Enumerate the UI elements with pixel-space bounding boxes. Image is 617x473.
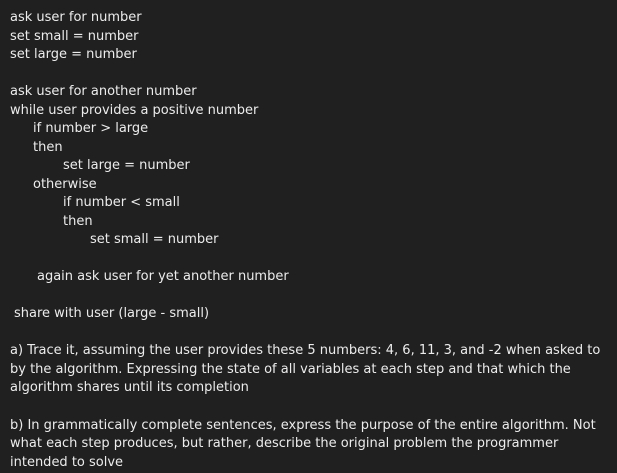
algorithm-line-ask-another: ask user for another number — [10, 84, 197, 99]
question-b: b) In grammatically complete sentences, express the purpose of the entire algorithm. Not what each step produces, but rather, describe the original problem the programmer intended to solve — [10, 417, 596, 471]
blank-line — [0, 324, 617, 343]
algorithm-line-ask-again: again ask user for yet another number — [37, 269, 289, 284]
blank-line — [0, 398, 617, 417]
blank-line — [0, 65, 617, 84]
algorithm-line-if-less: if number < small — [63, 195, 180, 210]
algorithm-line-set-small: set small = number — [10, 28, 139, 44]
algorithm-line-update-large: set large = number — [63, 158, 190, 173]
algorithm-line-if-greater: if number > large — [33, 121, 149, 136]
question-a: a) Trace it, assuming the user provides these 5 numbers: 4, 6, 11, 3, and -2 when asked to by the algorithm. Expressing the state of all variables at each step and that which the algorithm shares until its completion — [10, 343, 601, 396]
blank-line — [0, 250, 617, 269]
algorithm-line-share: share with user (large - small) — [14, 306, 210, 321]
algorithm-line-update-small: set small = number — [90, 232, 219, 247]
algorithm-line-set-large: set large = number — [10, 47, 137, 62]
blank-line — [0, 287, 617, 306]
algorithm-line-then-2: then — [63, 213, 93, 229]
algorithm-line-then-1: then — [33, 139, 63, 155]
algorithm-line-ask-number: ask user for number — [10, 10, 142, 25]
algorithm-line-while: while user provides a positive number — [10, 102, 259, 118]
algorithm-line-otherwise: otherwise — [33, 176, 97, 192]
